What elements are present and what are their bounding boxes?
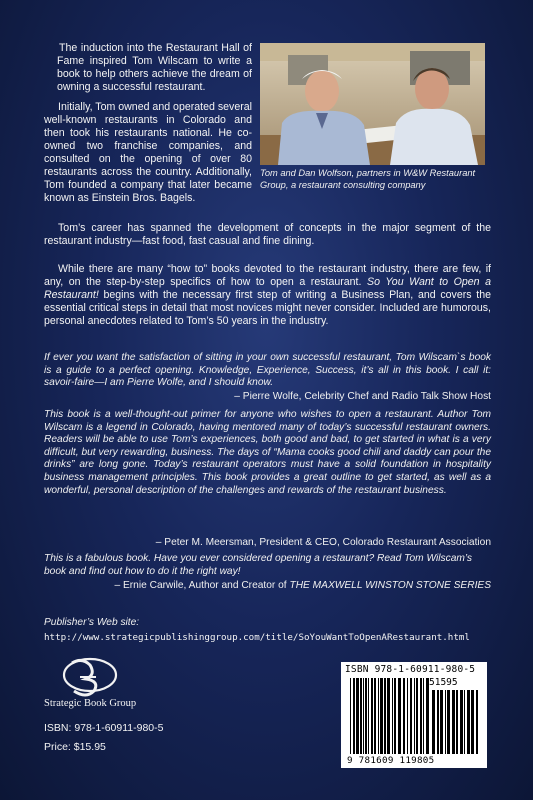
attribution-ernie-prefix: – Ernie Carwile, Author and Creator of [114, 580, 290, 591]
quote-ernie-carwile: This is a fabulous book. Have you ever considered opening a restaurant? Read Tom Wilscam’s book and find out how to do it the right way! [44, 553, 473, 577]
barcode-bar [467, 690, 470, 754]
barcode-bar [398, 678, 401, 754]
barcode-bar [363, 678, 364, 754]
publisher-url[interactable]: http://www.strategicpublishinggroup.com/title/SoYouWantToOpenARestaurant.html [44, 632, 470, 643]
barcode-bar [432, 690, 435, 754]
barcode-price-code: 51595 [429, 677, 458, 688]
paragraph-4-part-2: begins with the necessary first step of writing a Business Plan, and covers the essential critical steps in detail that most novices might never consider. Included are humorous, personal anecdotes related to Tom’s 50 years in the industry. [44, 289, 491, 327]
isbn-barcode [341, 662, 487, 768]
quote-peter-meersman: This book is a well-thought-out primer for anyone who wishes to open a restaurant. Author Tom Wilscam is a legend in Colorado, having mentored many of today’s successful restaurant owners. Readers will be able to use Tom’s experiences, both good and bad, to get started in what is a very difficult, but very rewarding, business. The days of “Mama cooks good chili and daddy can pour the drinks” are long gone. Today’s restaurant operators must have a solid foundation in hospitality business management principles. This book provides a great outline to get started, as well as a wonderful, personal description of the challenges and rewards of the restaurant business. [44, 409, 491, 496]
barcode-bar [426, 678, 429, 754]
barcode-bar [407, 678, 408, 754]
barcode-bars-addon [431, 690, 481, 754]
barcode-bar [460, 690, 463, 754]
publisher-logo [60, 655, 120, 700]
barcode-bar [365, 678, 367, 754]
barcode-bar [350, 678, 351, 754]
intro-paragraph-2: Initially, Tom owned and operated several well-known restaurants in Colorado and then took his restaurants national. He co-owned two franchise companies, and consulted on the opening of over 80 restaurants across the country. Additionally, Tom founded a company that later became known as Einstein Bros. Bagels. [44, 101, 252, 204]
attribution-peter-meersman: – Peter M. Meersman, President & CEO, Colorado Restaurant Association [155, 537, 491, 548]
barcode-bar [384, 678, 386, 754]
book-title-inline: So You Want to Open a Restaurant! [44, 276, 491, 301]
barcode-bar [414, 678, 415, 754]
barcode-bar [445, 690, 446, 754]
barcode-bar [380, 678, 383, 754]
intro-paragraph-4 [44, 263, 491, 328]
barcode-bar [374, 678, 376, 754]
barcode-bar [360, 678, 362, 754]
attribution-ernie-carwile [44, 580, 491, 593]
barcode-bar [423, 678, 424, 754]
barcode-bars-main [349, 678, 429, 754]
series-title: THE MAXWELL WINSTON STONE SERIES [289, 580, 491, 591]
price-text: Price: $15.95 [44, 741, 106, 753]
barcode-bar [456, 690, 458, 754]
barcode-bar [392, 678, 393, 754]
barcode-bar [440, 690, 443, 754]
barcode-bar [378, 678, 379, 754]
barcode-bar [368, 678, 369, 754]
barcode-bar [353, 678, 355, 754]
intro-paragraph-3: Tom’s career has spanned the development of concepts in the major segment of the restaurant industry—fast food, fast casual and fine dining. [44, 222, 491, 247]
barcode-bar [403, 678, 405, 754]
barcode-bar [452, 690, 455, 754]
author-photo-image [260, 43, 485, 165]
attribution-pierre-wolfe: – Pierre Wolfe, Celebrity Chef and Radio Talk Show Host [234, 391, 491, 402]
barcode-bar [447, 690, 450, 754]
barcode-isbn-line: ISBN 978-1-60911-980-5 [345, 664, 476, 675]
barcode-bar [464, 690, 465, 754]
barcode-bar [476, 690, 478, 754]
barcode-bar [394, 678, 396, 754]
intro-paragraph-1: The induction into the Restaurant Hall of Fame inspired Tom Wilscam to write a book to help others achieve the dream of owning a successful restaurant. [57, 42, 252, 93]
barcode-bar [437, 690, 439, 754]
author-photo [260, 43, 485, 165]
barcode-bar [387, 678, 390, 754]
barcode-number: 9 781609 119805 [347, 755, 435, 766]
photo-caption: Tom and Dan Wolfson, partners in W&W Restaurant Group, a restaurant consulting company [260, 168, 476, 190]
quote-pierre-wolfe: If ever you want the satisfaction of sitting in your own successful restaurant, Tom Wilscam`s book is a guide to a perfect opening. Knowledge, Experience, Success, it’s all in this book. I call it: savoir-faire—I am Pierre Wolfe, and I should know. [44, 352, 491, 389]
barcode-bar [356, 678, 359, 754]
barcode-bar [416, 678, 418, 754]
barcode-bar [371, 678, 373, 754]
publisher-name: Strategic Book Group [44, 698, 137, 709]
barcode-bar [410, 678, 412, 754]
publisher-web-label: Publisher’s Web site: [44, 617, 140, 628]
barcode-bar [471, 690, 474, 754]
isbn-text: ISBN: 978-1-60911-980-5 [44, 722, 164, 734]
barcode-bar [420, 678, 422, 754]
paragraph-4-part-1: While there are many “how to” books devoted to the restaurant industry, there are few, if any, on the step-by-step specifics of how to open a restaurant. [44, 263, 491, 288]
strategic-book-group-logo-icon [60, 655, 120, 700]
